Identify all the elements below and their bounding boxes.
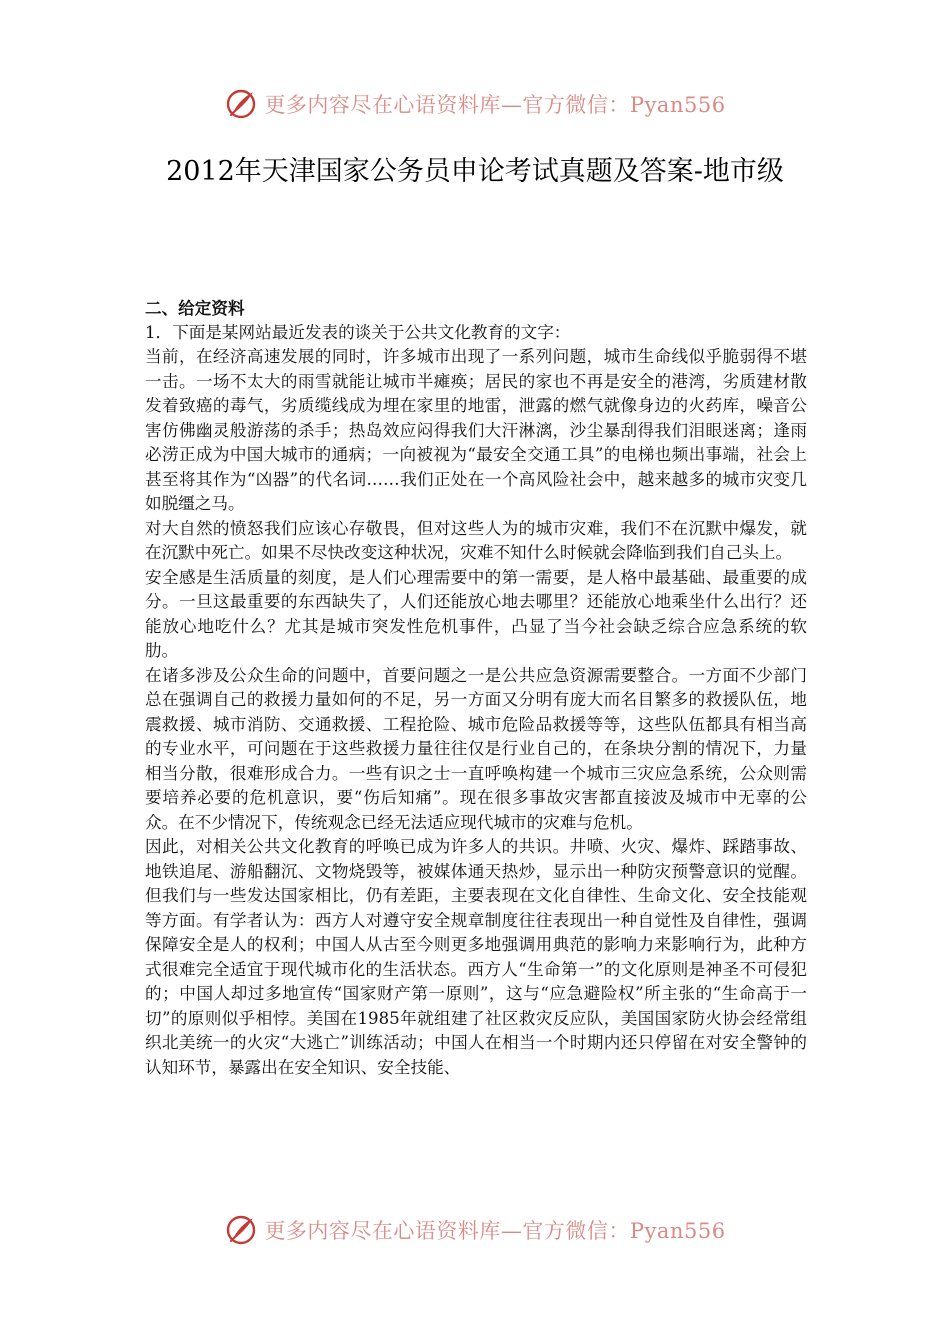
paragraph: 因此，对相关公共文化教育的呼唤已成为许多人的共识。井喷、火灾、爆炸、踩踏事故、地铁追尾、游船翻沉、文物烧毁等，被媒体通天热炒，显示出一种防灾预警意识的觉醒。但我们与一些发达国家相比，仍有差距，主要表现在文化自律性、生命文化、安全技能观等方面。有学者认为：西方人对遵守安全规章制度往往表现出一种自觉性及自律性，强调保障安全是人的权利；中国人从古至今则更多地强调用典范的影响力来影响行为，此种方式很难完全适宜于现代城市化的生活状态。西方人“生命第一”的文化原则是神圣不可侵犯的；中国人却过多地宣传“国家财产第一原则”，这与“应急避险权”所主张的“生命高于一切”的原则似乎相悖。美国在1985年就组建了社区救灾反应队，美国国家防火协会经常组织北美统一的火灾“大逃亡”训练活动；中国人在相当一个时期内还只停留在对安全警钟的认知环节，暴露出在安全知识、安全技能、 bbox=[145, 837, 807, 1077]
feather-pen-logo-icon bbox=[224, 87, 258, 121]
section-heading: 二、给定资料 bbox=[145, 298, 245, 318]
paragraph-intro: 1．下面是某网站最近发表的谈关于公共文化教育的文字： bbox=[145, 322, 571, 342]
paragraph: 对大自然的愤怒我们应该心存敬畏，但对这些人为的城市灾难，我们不在沉默中爆发，就在沉默中死亡。如果不尽快改变这种状况，灾难不知什么时候就会降临到我们自己头上。 bbox=[145, 518, 807, 562]
watermark-text: 更多内容尽在心语资料库—官方微信：Pyan556 bbox=[264, 1219, 726, 1243]
paragraph: 当前，在经济高速发展的同时，许多城市出现了一系列问题，城市生命线似乎脆弱得不堪一击。一场不太大的雨雪就能让城市半瘫痪；居民的家也不再是安全的港湾，劣质建材散发着致癌的毒气，劣质缆线成为埋在家里的地雷，泄露的燃气就像身边的火药库，噪音公害仿佛幽灵般游荡的杀手；热岛效应闷得我们大汗淋漓，沙尘暴刮得我们泪眼迷离；逢雨必涝正成为中国大城市的通病；一向被视为“最安全交通工具”的电梯也频出事端，社会上甚至将其作为“凶器”的代名词……我们正处在一个高风险社会中，越来越多的城市灾变几如脱缰之马。 bbox=[145, 347, 807, 513]
watermark-group bbox=[224, 87, 725, 121]
footer-watermark-banner bbox=[0, 1210, 950, 1250]
feather-pen-logo-icon bbox=[224, 1213, 258, 1247]
header-watermark-banner bbox=[0, 84, 950, 124]
watermark-text: 更多内容尽在心语资料库—官方微信：Pyan556 bbox=[264, 93, 726, 117]
paragraph: 安全感是生活质量的刻度，是人们心理需要中的第一需要，是人格中最基础、最重要的成分。一旦这最重要的东西缺失了，人们还能放心地去哪里？还能放心地乘坐什么出行？还能放心地吃什么？尤其是城市突发性危机事件，凸显了当今社会缺乏综合应急系统的软肋。 bbox=[145, 567, 807, 660]
document-body bbox=[145, 296, 807, 1080]
document-title: 2012年天津国家公务员申论考试真题及答案-地市级 bbox=[166, 156, 784, 187]
watermark-group bbox=[224, 1213, 725, 1247]
paragraph: 在诸多涉及公众生命的问题中，首要问题之一是公共应急资源需要整合。一方面不少部门总在强调自己的救援力量如何的不足，另一方面又分明有庞大而名目繁多的救援队伍，地震救援、城市消防、交通救援、工程抢险、城市危险品救援等等，这些队伍都具有相当高的专业水平，可问题在于这些救援力量往往仅是行业自己的，在条块分割的情况下，力量相当分散，很难形成合力。一些有识之士一直呼唤构建一个城市三灾应急系统，公众则需要培养必要的危机意识，要“伤后知痛”。现在很多事故灾害都直接波及城市中无辜的公众。在不少情况下，传统观念已经无法适应现代城市的灾难与危机。 bbox=[145, 665, 807, 832]
